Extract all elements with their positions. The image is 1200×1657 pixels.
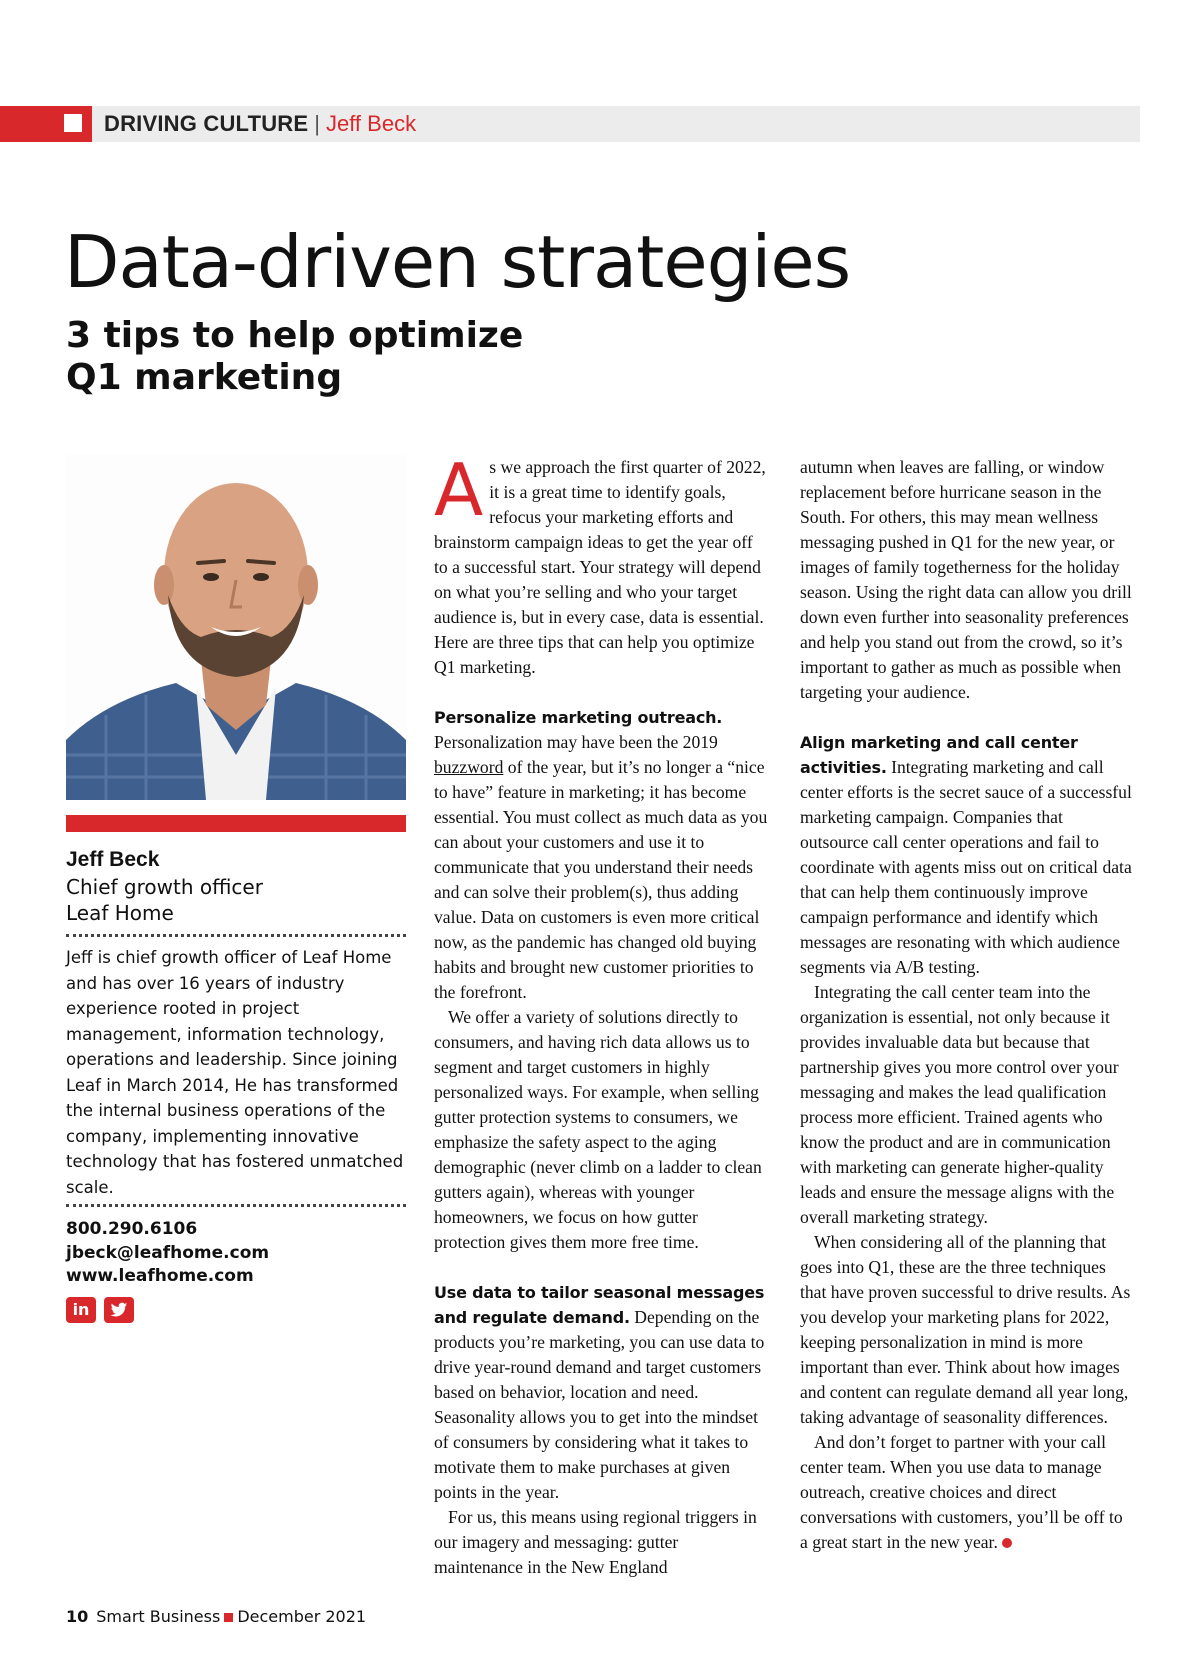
paragraph-text: of the year, but it’s no longer a “nice to have” feature in marketing; it has become essential. You must collect as much data as you can about your customers and use it to communicate that you understand their needs and can solve their problem(s), thus adding value. Data on customers is even more critical now, as the pandemic has changed old buying habits and brought new customer priorities to the forefront. (434, 757, 768, 1002)
intro-paragraph (434, 448, 768, 680)
deck-line: 3 tips to help optimize (66, 315, 524, 356)
body-column-1 (434, 448, 768, 1580)
author-name: Jeff Beck (66, 848, 160, 871)
paragraph (800, 730, 1134, 980)
subhead-personalize: Personalize marketing outreach. (434, 708, 723, 727)
author-phone: 800.290.6106 (66, 1219, 198, 1239)
section-header (104, 110, 416, 138)
intro-text: s we approach the first quarter of 2022, it is a great time to identify goals, refocus your marketing efforts and brainstorm campaign ideas to get the year off to a successful start. Your strategy will depend on what you’re selling and who your target audience is, but in every case, data is essential. Here are three tips that can help you optimize Q1 marketing. (434, 457, 766, 677)
issue-date: December 2021 (237, 1607, 367, 1626)
author-email[interactable]: jbeck@leafhome.com (66, 1242, 270, 1263)
dotted-divider (66, 934, 406, 937)
subhead-seasonal: Use data to tailor seasonal messages and regulate demand. (434, 1283, 765, 1327)
author-portrait-image (66, 455, 406, 800)
author-contact (66, 1218, 269, 1289)
twitter-icon[interactable] (104, 1297, 134, 1323)
section-author: Jeff Beck (325, 111, 417, 136)
section-separator: | (314, 111, 320, 136)
paragraph-text: Integrating marketing and call center efforts is the secret sauce of a successful marketing campaign. Companies that outsource call center operations and fail to coordinate with agents miss out on critical data that can help them continuously improve campaign performance and identify which messages are resonating with which audience segments via A/B testing. (800, 757, 1132, 977)
paragraph (434, 1280, 768, 1505)
social-links (66, 1297, 134, 1323)
author-website[interactable]: www.leafhome.com (66, 1266, 254, 1286)
paragraph: autumn when leaves are falling, or window replacement before hurricane season in the South. For others, this may mean wellness messaging pushed in Q1 for the new year, or images of family togetherness for the holiday season. Using the right data can allow you drill down even further into seasonality preferences and help you stand out from the crowd, so it’s important to gather as much as possible when targeting your audience. (800, 457, 1132, 702)
author-photo (66, 455, 406, 800)
paragraph-text: Depending on the products you’re marketing, you can use data to drive year-round demand and target customers based on behavior, location and need. Seasonality allows you to get into the mindset of consumers by considering what it takes to motivate them to make purchases at given points in the year. (434, 1307, 765, 1502)
section-marker-square (64, 114, 82, 132)
page-number: 10 (66, 1607, 89, 1626)
author-company: Leaf Home (66, 901, 174, 925)
paragraph (800, 1430, 1134, 1555)
paragraph: Integrating the call center team into the organization is essential, not only because it provides invaluable data but because that partnership gives you more control over your messaging and makes the lead qualification process more efficient. Trained agents who know the product and are in communication with marketing can generate higher-quality leads and ensure the message aligns with the overall marketing strategy. (800, 982, 1119, 1227)
footer-square-icon (224, 1613, 233, 1622)
author-role: Chief growth officer (66, 875, 263, 899)
buzzword-link[interactable]: buzzword (434, 757, 504, 777)
paragraph-text: And don’t forget to partner with your call center team. When you use data to manage outreach, creative choices and direct conversations with customers, you’ll be off to a great start in the new year. (800, 1432, 1123, 1552)
drop-cap: A (434, 448, 484, 532)
linkedin-icon[interactable]: in (66, 1297, 96, 1323)
author-bio: Jeff is chief growth officer of Leaf Home and has over 16 years of industry experience rooted in project management, information technology, operations and leadership. Since joining Leaf in March 2014, He has transformed the internal business operations of the company, implementing innovative technology that has fostered unmatched scale. (66, 948, 404, 1197)
body-column-2 (800, 455, 1134, 1555)
end-mark-icon (1002, 1538, 1012, 1548)
dotted-divider (66, 1204, 406, 1207)
deck-line: Q1 marketing (66, 357, 343, 398)
page-footer (66, 1606, 366, 1628)
subhead-align: Align marketing and call center activities. (800, 733, 1078, 777)
article-deck (66, 315, 586, 399)
photo-accent-bar (66, 815, 406, 832)
paragraph: We offer a variety of solutions directly to consumers, and having rich data allows us to segment and target customers in highly personalized ways. For example, when selling gutter protection systems to consumers, we emphasize the safety aspect to the aging demographic (never climb on a ladder to clean gutters again), whereas with younger homeowners, we focus on how gutter protection gives them more free time. (434, 1007, 762, 1252)
paragraph: For us, this means using regional triggers in our imagery and messaging: gutter maintenance in the New England (434, 1507, 757, 1577)
paragraph-text: Personalization may have been the 2019 (434, 732, 718, 752)
section-label: DRIVING CULTURE (104, 111, 309, 136)
paragraph: When considering all of the planning that goes into Q1, these are the three techniques that have proven successful to drive results. As you develop your marketing plans for 2022, keeping personalization in mind is more important than ever. Think about how images and content can regulate demand all year long, taking advantage of seasonality differences. (800, 1232, 1131, 1427)
publication-name: Smart Business (96, 1607, 221, 1626)
article-title: Data-driven strategies (64, 220, 851, 304)
paragraph (434, 730, 768, 1005)
